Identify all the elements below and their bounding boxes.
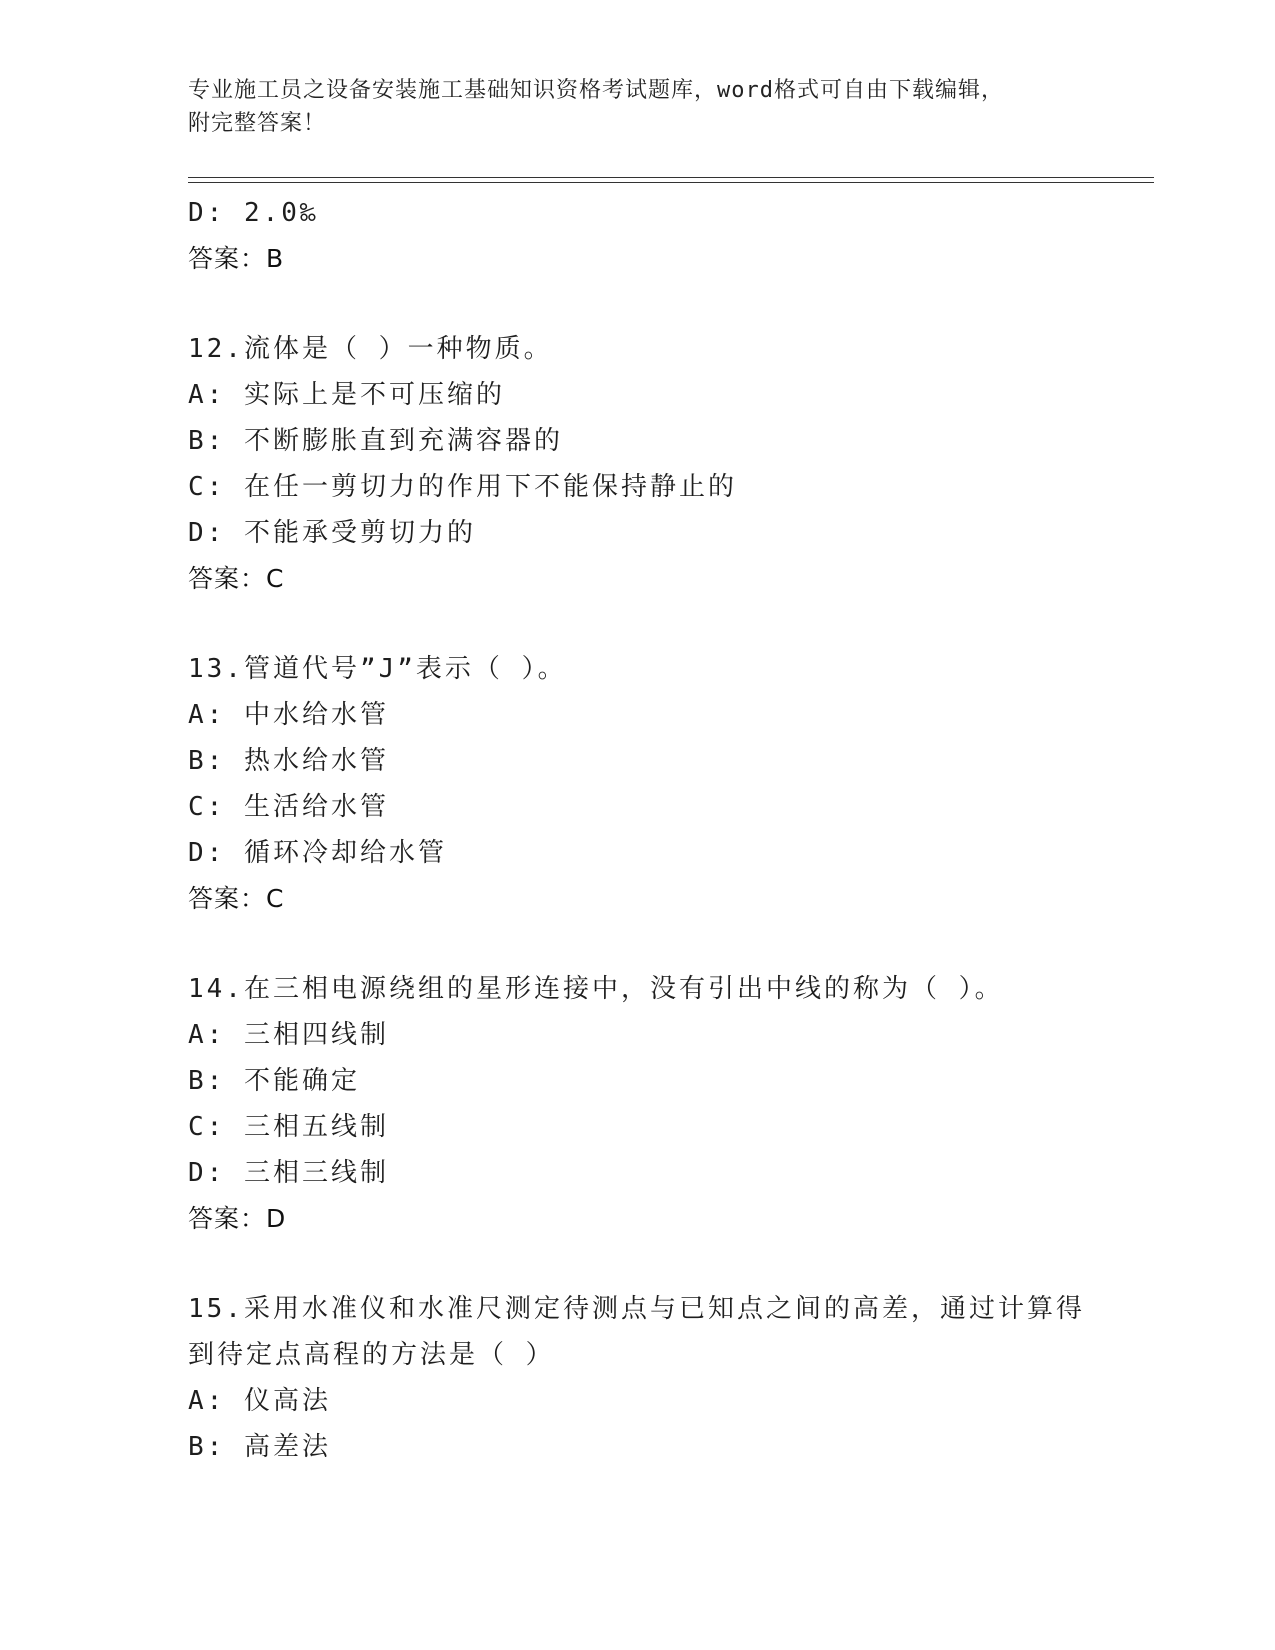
option-b: B: 不断膨胀直到充满容器的 (188, 426, 563, 456)
answer-label: 答案：D (188, 1204, 287, 1233)
option-d: D: 2.0‰ (188, 198, 319, 228)
option-c: C: 在任一剪切力的作用下不能保持静止的 (188, 472, 737, 502)
header-line-1: 专业施工员之设备安装施工基础知识资格考试题库，word格式可自由下载编辑， (188, 78, 1004, 103)
option-a: A: 三相四线制 (188, 1020, 389, 1050)
option-a: A: 仪高法 (188, 1386, 331, 1416)
option-a: A: 实际上是不可压缩的 (188, 380, 505, 410)
spacer (188, 922, 1154, 966)
question-content (188, 190, 1154, 1470)
question-14 (188, 966, 1154, 1242)
spacer (188, 282, 1154, 326)
question-12 (188, 326, 1154, 602)
answer-label: 答案：B (188, 244, 285, 273)
header-divider-bottom (188, 182, 1154, 183)
option-d: D: 循环冷却给水管 (188, 838, 447, 868)
option-b: B: 不能确定 (188, 1066, 360, 1096)
spacer (188, 1242, 1154, 1286)
question-stem-line-2: 到待定点高程的方法是（ ） (188, 1340, 555, 1370)
header-line-2: 附完整答案！ (188, 111, 327, 136)
option-d: D: 不能承受剪切力的 (188, 518, 476, 548)
option-a: A: 中水给水管 (188, 700, 389, 730)
question-13 (188, 646, 1154, 922)
document-header (188, 74, 1068, 140)
option-b: B: 热水给水管 (188, 746, 389, 776)
question-15 (188, 1286, 1154, 1470)
question-stem-line-1: 15.采用水准仪和水准尺测定待测点与已知点之间的高差，通过计算得 (188, 1294, 1085, 1324)
question-stem: 13.管道代号”J”表示（ ）。 (188, 654, 567, 684)
answer-label: 答案：C (188, 564, 285, 593)
question-stem: 12.流体是（ ）一种物质。 (188, 334, 553, 364)
spacer (188, 602, 1154, 646)
question-11-tail (188, 190, 1154, 282)
question-stem: 14.在三相电源绕组的星形连接中，没有引出中线的称为（ ）。 (188, 974, 1004, 1004)
option-b: B: 高差法 (188, 1432, 331, 1462)
option-c: C: 三相五线制 (188, 1112, 389, 1142)
option-d: D: 三相三线制 (188, 1158, 389, 1188)
answer-label: 答案：C (188, 884, 285, 913)
option-c: C: 生活给水管 (188, 792, 389, 822)
header-divider-top (188, 177, 1154, 178)
